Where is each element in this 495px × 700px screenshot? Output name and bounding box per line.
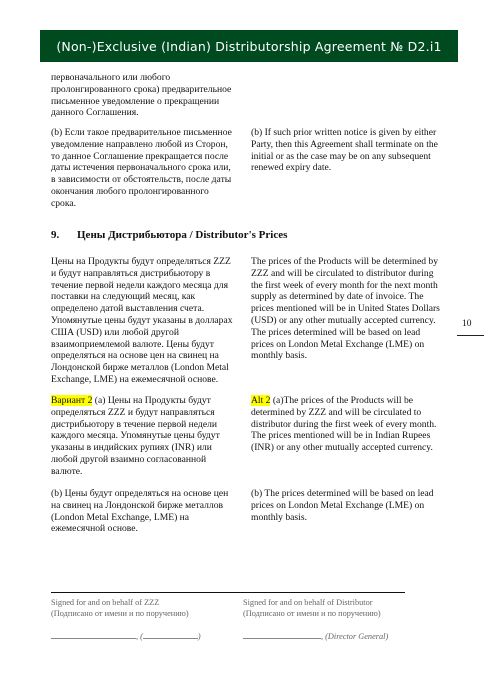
signature-zzz-blank [51, 629, 136, 639]
alt2-en [251, 395, 441, 454]
signature-distributor-title: Signed for and on behalf of Distributor [243, 598, 373, 607]
signature-divider [51, 592, 405, 593]
clause-b-en: (b) If such prior written notice is given by either Party, then this Agreement shall terminate on the initial or as the case may be on any subsequent renewed expiry date. [251, 127, 438, 174]
prices-b-ru: (b) Цены будут определяться на основе цен на свинец на Лондонской бирже металлов (London Metal Exchange, LME) на ежемесячной основе. [51, 488, 229, 535]
signature-block-zzz [51, 598, 236, 643]
signature-zzz-subtitle: (Подписано от имени и по поручению) [51, 608, 189, 618]
signature-distributor-blank [243, 629, 321, 639]
page-number: 10 [462, 319, 472, 329]
signature-block-distributor [243, 598, 443, 643]
clause-continuation-ru: первоначального или любого пролонгированного срока) предварительное письменное уведомление о прекращении данного Соглашения. [51, 72, 232, 119]
section-heading [51, 229, 287, 241]
signature-zzz-field: , ( ) [51, 629, 236, 643]
prices-b-en: (b) The prices determined will be based on lead prices on London Metal Exchange (LME) on monthly basis. [251, 488, 434, 523]
document-header [40, 30, 458, 62]
page-number-rule [457, 335, 484, 336]
signature-distributor-subtitle: (Подписано от имени и по поручению) [243, 608, 381, 618]
document-title: (Non-)Exclusive (Indian) Distributorship Agreement № D2.i1 [56, 38, 442, 54]
alt2-en-label: Alt 2 [251, 395, 271, 406]
alt2-ru [51, 395, 236, 478]
section-number: 9. [51, 229, 60, 241]
alt2-en-text: (a)The prices of the Products will be determined by ZZZ and will be circulated to distributor during the first week of every month. The prices mentioned will be in Indian Rupees (INR) or any other mutually accepted currency. [251, 395, 437, 454]
signature-zzz-title: Signed for and on behalf of ZZZ [51, 598, 160, 607]
prices-en: The prices of the Products will be determined by ZZZ and will be circulated to distributor during the first week of every month for the next month supply as determined by date of invoice. The prices mentioned will be in United States Dollars (USD) or any other mutually accepted currency. The prices determined will be based on lead prices on London Metal Exchange (LME) on monthly basis. [251, 256, 440, 362]
alt2-ru-label: Вариант 2 [51, 395, 93, 406]
section-title-text: Цены Дистрибьютора / Distributor's Prices [77, 229, 288, 241]
signature-distributor-field: , (Director General) [243, 629, 443, 643]
signature-zzz-role-blank [143, 629, 198, 639]
alt2-ru-text: (a) Цены на Продукты будут определяться ZZZ и будут направляться дистрибьютору в течение первой недели каждого месяца. Упомянутые цены будут указаны в индийских рупиях (INR) или любой другой взаимно согласованной валюте. [51, 395, 220, 477]
prices-ru: Цены на Продукты будут определяться ZZZ и будут направляться дистрибьютору в течение первой недели каждого месяца для поставки на следующий месяц, как определено датой выставления счета. Упомянутые цены будут указаны в долларах США (USD) или любой другой взаимоприемлемой валюте. Цены будут определяться на основе цен на свинец на Лондонской бирже металлов (London Metal Exchange, LME) на ежемесячной основе. [51, 256, 233, 385]
clause-b-ru: (b) Если такое предварительное письменное уведомление направлено любой из Сторон, то данное Соглашение прекращается после даты истечения первоначального срока или, в зависимости от обстоятельств, после даты окончания любого пролонгированного срока. [51, 127, 232, 209]
